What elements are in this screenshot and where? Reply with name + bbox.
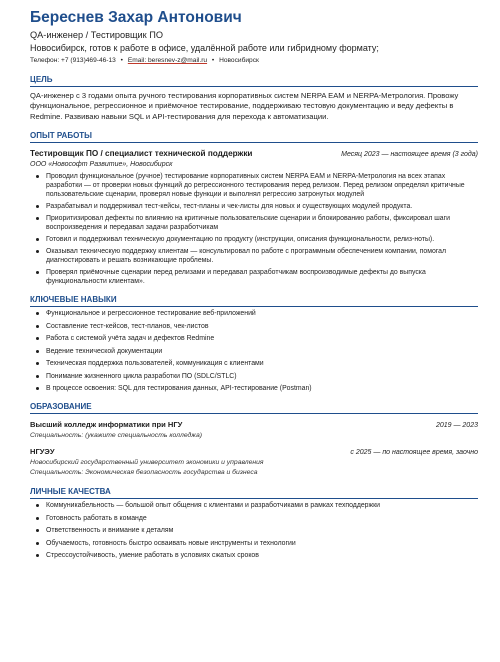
bullet-separator-icon: • [211,57,215,64]
candidate-name: Береснев Захар Антонович [30,9,242,26]
list-item: Ответственность и внимание к деталям [46,526,478,535]
education-name: Высший колледж информатики при НГУ [30,420,183,430]
list-item: Работа с системой учёта задач и дефектов Redmine [46,334,478,343]
job-dates: Месяц 2023 — настоящее время (3 года) [341,150,478,158]
list-item: Оказывал техническую поддержку клиентам — консультировал по работе с программным обеспечением компании, помогал диагностировать и решать возникающие проблемы. [46,247,478,265]
section-title-goal: ЦЕЛЬ [30,74,478,87]
list-item: Техническая поддержка пользователей, коммуникация с клиентами [46,359,478,368]
list-item: Понимание жизненного цикла разработки ПО (SDLC/STLC) [46,372,478,381]
education-line: Новосибирский государственный университет экономики и управления [30,459,264,467]
list-item: Функциональное и регрессионное тестирование веб-приложений [46,309,478,318]
education-name: НГУЭУ [30,447,55,457]
section-title-experience: ОПЫТ РАБОТЫ [30,130,478,143]
list-item: Коммуникабельность — большой опыт общения с клиентами и разработчиками в рамках техподдержки [46,501,478,510]
city-text: Новосибирск [219,57,259,64]
list-item: Обучаемость, готовность быстро осваивать новые инструменты и технологии [46,539,478,548]
candidate-tagline: Новосибирск, готов к работе в офисе, удалённой работе или гибридному формату; [30,43,379,53]
list-item: Готовил и поддерживал техническую документацию по продукту (инструкции, описания функциональности, релиз-ноты). [46,235,478,244]
education-header [30,419,478,431]
education-line: Специальность: Экономическая безопасность государства и бизнеса [30,469,258,477]
bullet-separator-icon: • [120,57,123,64]
education-header [30,446,478,458]
phone-text: Телефон: +7 (913)469-46-13 [30,57,116,64]
education-dates: с 2025 — по настоящее время, заочно [350,449,478,457]
list-item: Проводил функциональное (ручное) тестирование корпоративных систем NERPA EAM и NERPA-Метрология на всех этапах разработки — от проверки новых функций до регрессионного тестирования перед релизом. Перед релизом определял критичные пользовательские сценарии, проверял новые функции и выполнял регрессию затронутых модулей [46,172,478,200]
skills-list [30,309,478,393]
job-title: Тестировщик ПО / специалист технической поддержки [30,148,253,158]
section-title-qualities: ЛИЧНЫЕ КАЧЕСТВА [30,486,478,499]
list-item: Стрессоустойчивость, умение работать в условиях сжатых сроков [46,551,478,560]
list-item: В процессе освоения: SQL для тестирования данных, API-тестирование (Postman) [46,384,478,393]
experience-bullets [30,172,478,286]
job-company: ООО «Новософт Развитие», Новосибирск [30,160,173,168]
section-title-education: ОБРАЗОВАНИЕ [30,401,478,414]
goal-text: QA-инженер с 3 годами опыта ручного тестирования корпоративных систем NERPA EAM и NERPA-Метрология. Провожу функциональное, регрессионное и приёмочное тестирование, поддерживаю тестовую документацию и веду дефекты в Redmine. Развиваю навыки SQL и API-тестирования для перехода к автоматизации. [30,91,459,121]
email-link[interactable]: Email: beresnev-z@mail.ru [127,57,208,64]
list-item: Разрабатывал и поддерживал тест-кейсы, тест-планы и чек-листы для новых и существующих модулей продукта. [46,202,478,211]
list-item: Приоритизировал дефекты по влиянию на критичные пользовательские сценарии и блокированию работы, фиксировал шаги воспроизведения и передавал задачи разработчикам [46,214,478,232]
contacts-line [30,55,478,66]
list-item: Ведение технической документации [46,347,478,356]
list-item: Составление тест-кейсов, тест-планов, чек-листов [46,322,478,331]
candidate-role: QA-инженер / Тестировщик ПО [30,30,163,40]
section-title-skills: КЛЮЧЕВЫЕ НАВЫКИ [30,294,478,307]
job-header [30,148,478,160]
education-line: Специальность: (укажите специальность колледжа) [30,432,203,440]
list-item: Готовность работать в команде [46,514,478,523]
education-dates: 2019 — 2023 [435,422,478,430]
list-item: Проверял приёмочные сценарии перед релизами и передавал разработчикам воспроизводимые дефекты до выпуска функциональности клиентам». [46,268,478,286]
qualities-list [30,501,478,560]
